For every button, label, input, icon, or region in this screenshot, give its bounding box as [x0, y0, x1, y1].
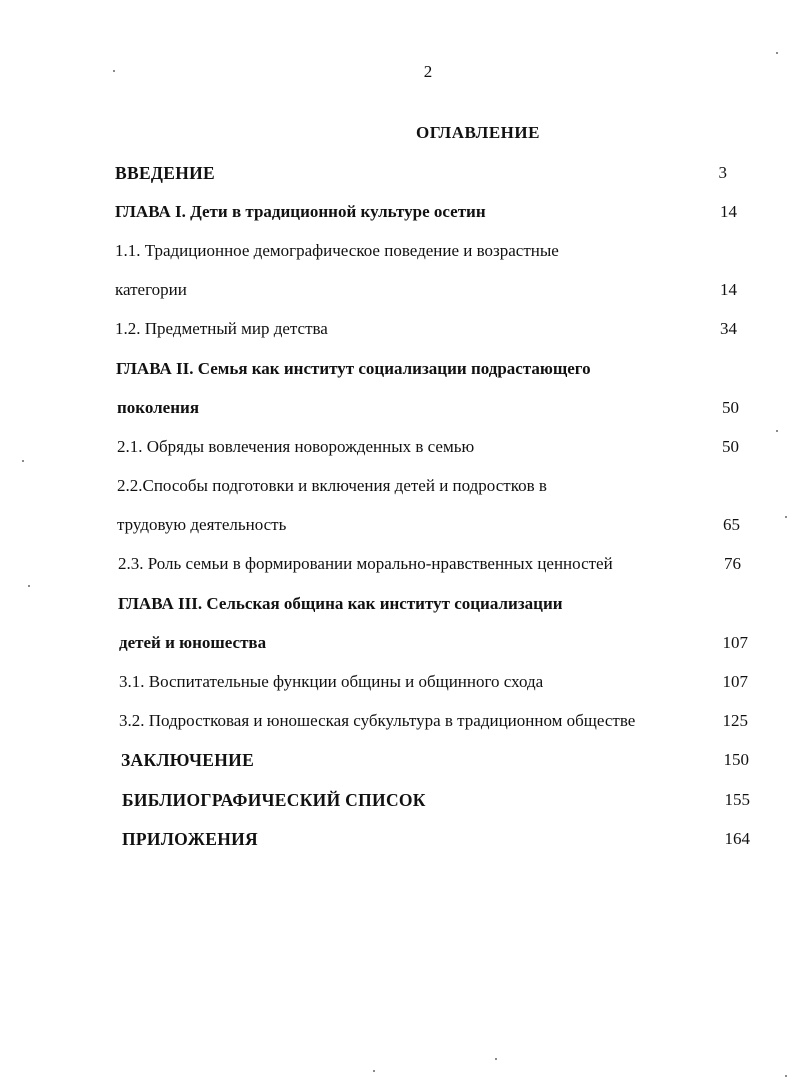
scan-speck	[28, 585, 30, 587]
toc-page-chapter-1: 14	[720, 202, 737, 221]
toc-page-section-2-3: 76	[724, 554, 741, 573]
toc-entry-section-3-1: 3.1. Воспитательные функции общины и общинного схода	[119, 672, 544, 691]
toc-page-section-1-1: 14	[720, 280, 737, 299]
toc-entry-appendices: ПРИЛОЖЕНИЯ	[122, 829, 258, 849]
scan-speck	[373, 1070, 375, 1072]
scan-speck	[113, 70, 115, 72]
page-number: 2	[423, 62, 433, 81]
toc-entry-section-1-2: 1.2. Предметный мир детства	[115, 319, 328, 338]
toc-entry-introduction: ВВЕДЕНИЕ	[115, 163, 216, 183]
toc-entry-section-1-1-cont: категории	[115, 280, 187, 299]
scan-speck	[22, 460, 24, 462]
toc-entry-chapter-2: ГЛАВА II. Семья как институт социализации подрастающего	[116, 359, 591, 378]
scan-speck	[785, 516, 787, 518]
toc-page-bibliography: 155	[724, 790, 750, 809]
toc-entry-conclusion: ЗАКЛЮЧЕНИЕ	[121, 750, 255, 770]
scan-speck	[776, 430, 778, 432]
toc-entry-section-2-2-cont: трудовую деятельность	[117, 515, 287, 534]
toc-page-section-3-1: 107	[722, 672, 748, 691]
toc-page-chapter-3: 107	[722, 633, 748, 652]
toc-entry-chapter-3: ГЛАВА III. Сельская община как институт социализации	[118, 594, 563, 613]
toc-page-section-1-2: 34	[720, 319, 737, 338]
toc-entry-bibliography: БИБЛИОГРАФИЧЕСКИЙ СПИСОК	[122, 790, 426, 810]
toc-page-introduction: 3	[718, 163, 727, 182]
toc-page-appendices: 164	[724, 829, 750, 848]
toc-page-chapter-2: 50	[722, 398, 739, 417]
toc-entry-section-2-3: 2.3. Роль семьи в формировании морально-нравственных ценностей	[118, 554, 613, 573]
toc-entry-section-3-2: 3.2. Подростковая и юношеская субкультура в традиционном обществе	[119, 711, 636, 730]
toc-page-section-2-2: 65	[723, 515, 740, 534]
toc-page-conclusion: 150	[723, 750, 749, 769]
scan-speck	[495, 1058, 497, 1060]
toc-entry-section-2-1: 2.1. Обряды вовлечения новорожденных в семью	[117, 437, 475, 456]
toc-entry-section-2-2: 2.2.Способы подготовки и включения детей и подростков в	[117, 476, 547, 495]
toc-entry-chapter-1: ГЛАВА I. Дети в традиционной культуре осетин	[115, 202, 486, 221]
toc-page-section-3-2: 125	[722, 711, 748, 730]
toc-entry-section-1-1: 1.1. Традиционное демографическое поведение и возрастные	[115, 241, 559, 260]
toc-title: ОГЛАВЛЕНИЕ	[416, 123, 540, 142]
toc-entry-chapter-3-cont: детей и юношества	[119, 633, 267, 652]
scan-speck	[785, 1075, 787, 1077]
toc-page-section-2-1: 50	[722, 437, 739, 456]
scan-speck	[776, 52, 778, 54]
toc-entry-chapter-2-cont: поколения	[117, 398, 200, 417]
